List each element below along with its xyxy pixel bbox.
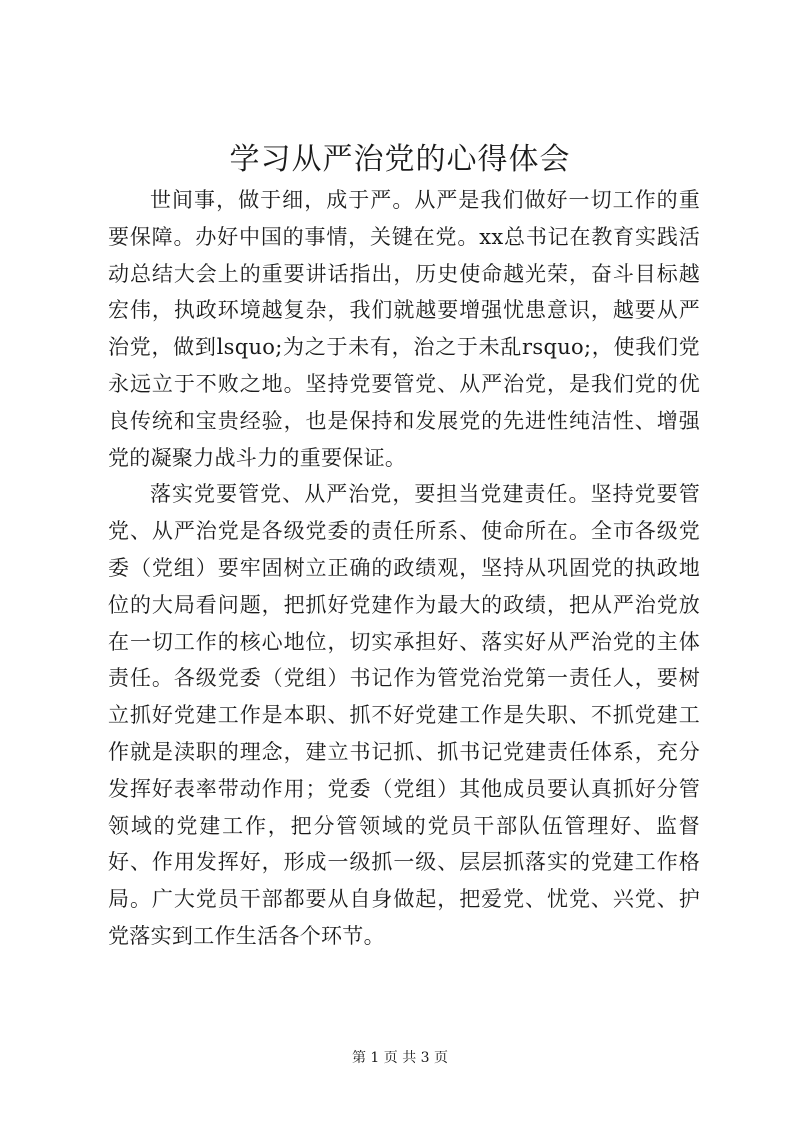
- page-footer: 第 1 页 共 3 页: [351, 1050, 449, 1066]
- paragraph: 世间事，做于细，成于严。从严是我们做好一切工作的重要保障。办好中国的事情，关键在党。xx总书记在教育实践活动总结大会上的重要讲话指出，历史使命越光荣，奋斗目标越宏伟，执政环境越复杂，我们就越要增强忧患意识，越要从严治党，做到lsquo;为之于未有，治之于未乱rsquo;，使我们党永远立于不败之地。坚持党要管党、从严治党，是我们党的优良传统和宝贵经验，也是保持和发展党的先进性纯洁性、增强党的凝聚力战斗力的重要保证。: [108, 188, 700, 470]
- document-title: 学习从严治党的心得体会: [229, 142, 571, 177]
- paragraph: 落实党要管党、从严治党，要担当党建责任。坚持党要管党、从严治党是各级党委的责任所系、使命所在。全市各级党委（党组）要牢固树立正确的政绩观，坚持从巩固党的执政地位的大局看问题，把抓好党建作为最大的政绩，把从严治党放在一切工作的核心地位，切实承担好、落实好从严治党的主体责任。各级党委（党组）书记作为管党治党第一责任人，要树立抓好党建工作是本职、抓不好党建工作是失职、不抓党建工作就是渎职的理念，建立书记抓、抓书记党建责任体系，充分发挥好表率带动作用；党委（党组）其他成员要认真抓好分管领域的党建工作，把分管领域的党员干部队伍管理好、监督好、作用发挥好，形成一级抓一级、层层抓落实的党建工作格局。广大党员干部都要从自身做起，把爱党、忧党、兴党、护党落实到工作生活各个环节。: [108, 482, 700, 948]
- document-body: [108, 182, 700, 955]
